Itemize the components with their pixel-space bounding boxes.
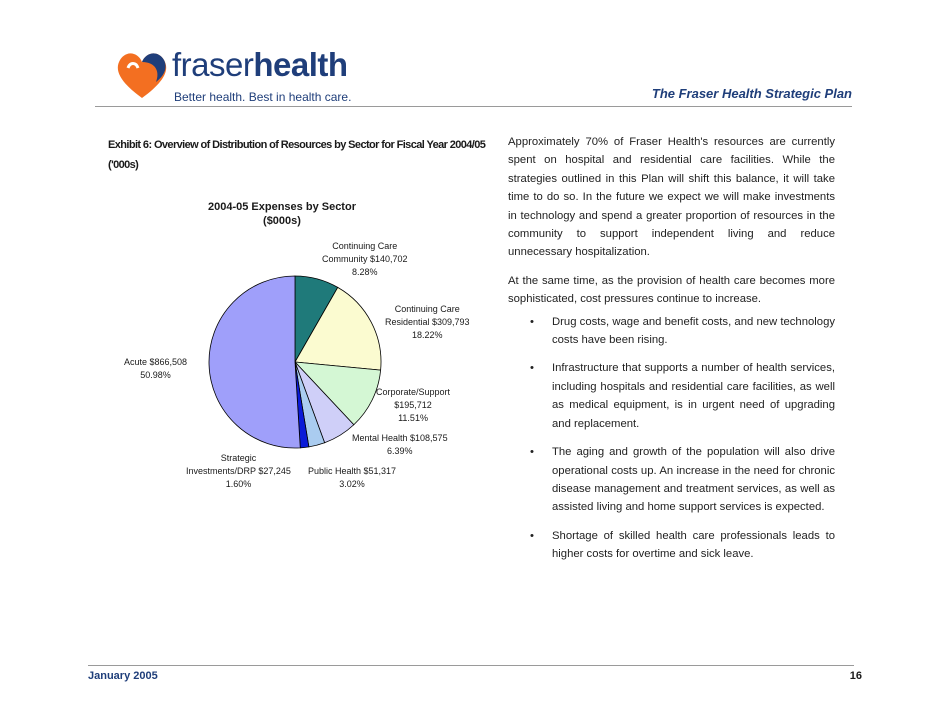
chart-title-line: 2004-05 Expenses by Sector (208, 201, 356, 213)
document-title: The Fraser Health Strategic Plan (651, 86, 852, 101)
bullet-marker: • (530, 529, 534, 542)
bullet-item (508, 527, 835, 564)
paragraph-cost-pressures: At the same time, as the provision of health care becomes more sophisticated, cost pressures continue to increase. (508, 274, 835, 306)
page-number: 16 (849, 670, 862, 682)
chart-title (182, 200, 382, 228)
label-percent: 18.22% (412, 330, 443, 340)
label-percent: 50.98% (140, 370, 171, 380)
label-corporate-support (376, 386, 450, 425)
paragraph-resources: Approximately 70% of Fraser Health's resources are currently spent on hospital and residential care facilities. While the strategies outlined in this Plan will shift this balance, it will take time to do so. In the future we expect we will make investments in technology and spend a greater proportion of resources in the community to support independent living and reduce unnecessary hospitalization. (508, 136, 835, 259)
bullet-item (508, 359, 835, 433)
label-strategic-investments (186, 452, 291, 491)
label-line: Public Health $51,317 (308, 466, 397, 476)
label-mental-health (352, 432, 448, 458)
bullet-text: Shortage of skilled health care professionals leads to higher costs for overtime and sick leave. (552, 529, 835, 561)
label-acute (124, 356, 187, 382)
label-line: Continuing Care (332, 241, 398, 251)
label-line: Continuing Care (394, 304, 460, 314)
label-line: Acute $866,508 (124, 357, 188, 367)
label-percent: 1.60% (225, 479, 252, 489)
label-line: Investments/DRP $27,245 (186, 466, 291, 476)
pie-slice-acute (209, 276, 300, 448)
bullet-text: The aging and growth of the population will also drive operational costs up. An increase in the need for chronic disease management and treatment services, as well as assisted living and home support services is expected. (552, 446, 835, 514)
label-line: Mental Health $108,575 (352, 433, 448, 443)
footer-date: January 2005 (88, 670, 158, 682)
label-percent: 6.39% (387, 446, 413, 456)
label-percent: 8.28% (352, 267, 378, 277)
label-percent: 11.51% (398, 413, 428, 423)
heart-logo-icon (110, 42, 174, 106)
footer-divider (88, 665, 854, 666)
body-text (508, 133, 835, 564)
logo-word-health: health (253, 46, 348, 83)
bullet-marker: • (530, 362, 534, 375)
bullet-item (508, 313, 835, 350)
label-percent: 3.02% (339, 479, 365, 489)
logo-wordmark (172, 46, 348, 84)
bullet-marker: • (530, 315, 534, 328)
chart-subtitle: ($000s) (263, 215, 301, 227)
label-public-health (308, 465, 396, 491)
label-line: Corporate/Support (376, 387, 451, 397)
exhibit-caption: Exhibit 6: Overview of Distribution of Resources by Sector for Fiscal Year 2004/05 ('000s) (108, 139, 486, 171)
label-line: Strategic (220, 453, 257, 463)
logo-word-fraser: fraser (172, 46, 254, 83)
header-divider (95, 106, 852, 107)
label-continuing-care-residential (385, 303, 470, 342)
bullet-text: Infrastructure that supports a number of health services, including hospitals and residential care facilities, as well as medical equipment, is in urgent need of upgrading and replacement. (552, 362, 835, 430)
bullet-text: Drug costs, wage and benefit costs, and new technology costs have been rising. (552, 315, 835, 347)
label-line: $195,712 (394, 400, 432, 410)
label-line: Residential $309,793 (385, 317, 470, 327)
bullet-item (508, 443, 835, 517)
bullet-marker: • (530, 446, 534, 459)
fraser-health-logo (110, 42, 352, 112)
label-continuing-care-community (322, 240, 408, 279)
logo-tagline: Better health. Best in health care. (174, 90, 352, 104)
label-line: Community $140,702 (322, 254, 408, 264)
pie-chart (100, 190, 500, 500)
